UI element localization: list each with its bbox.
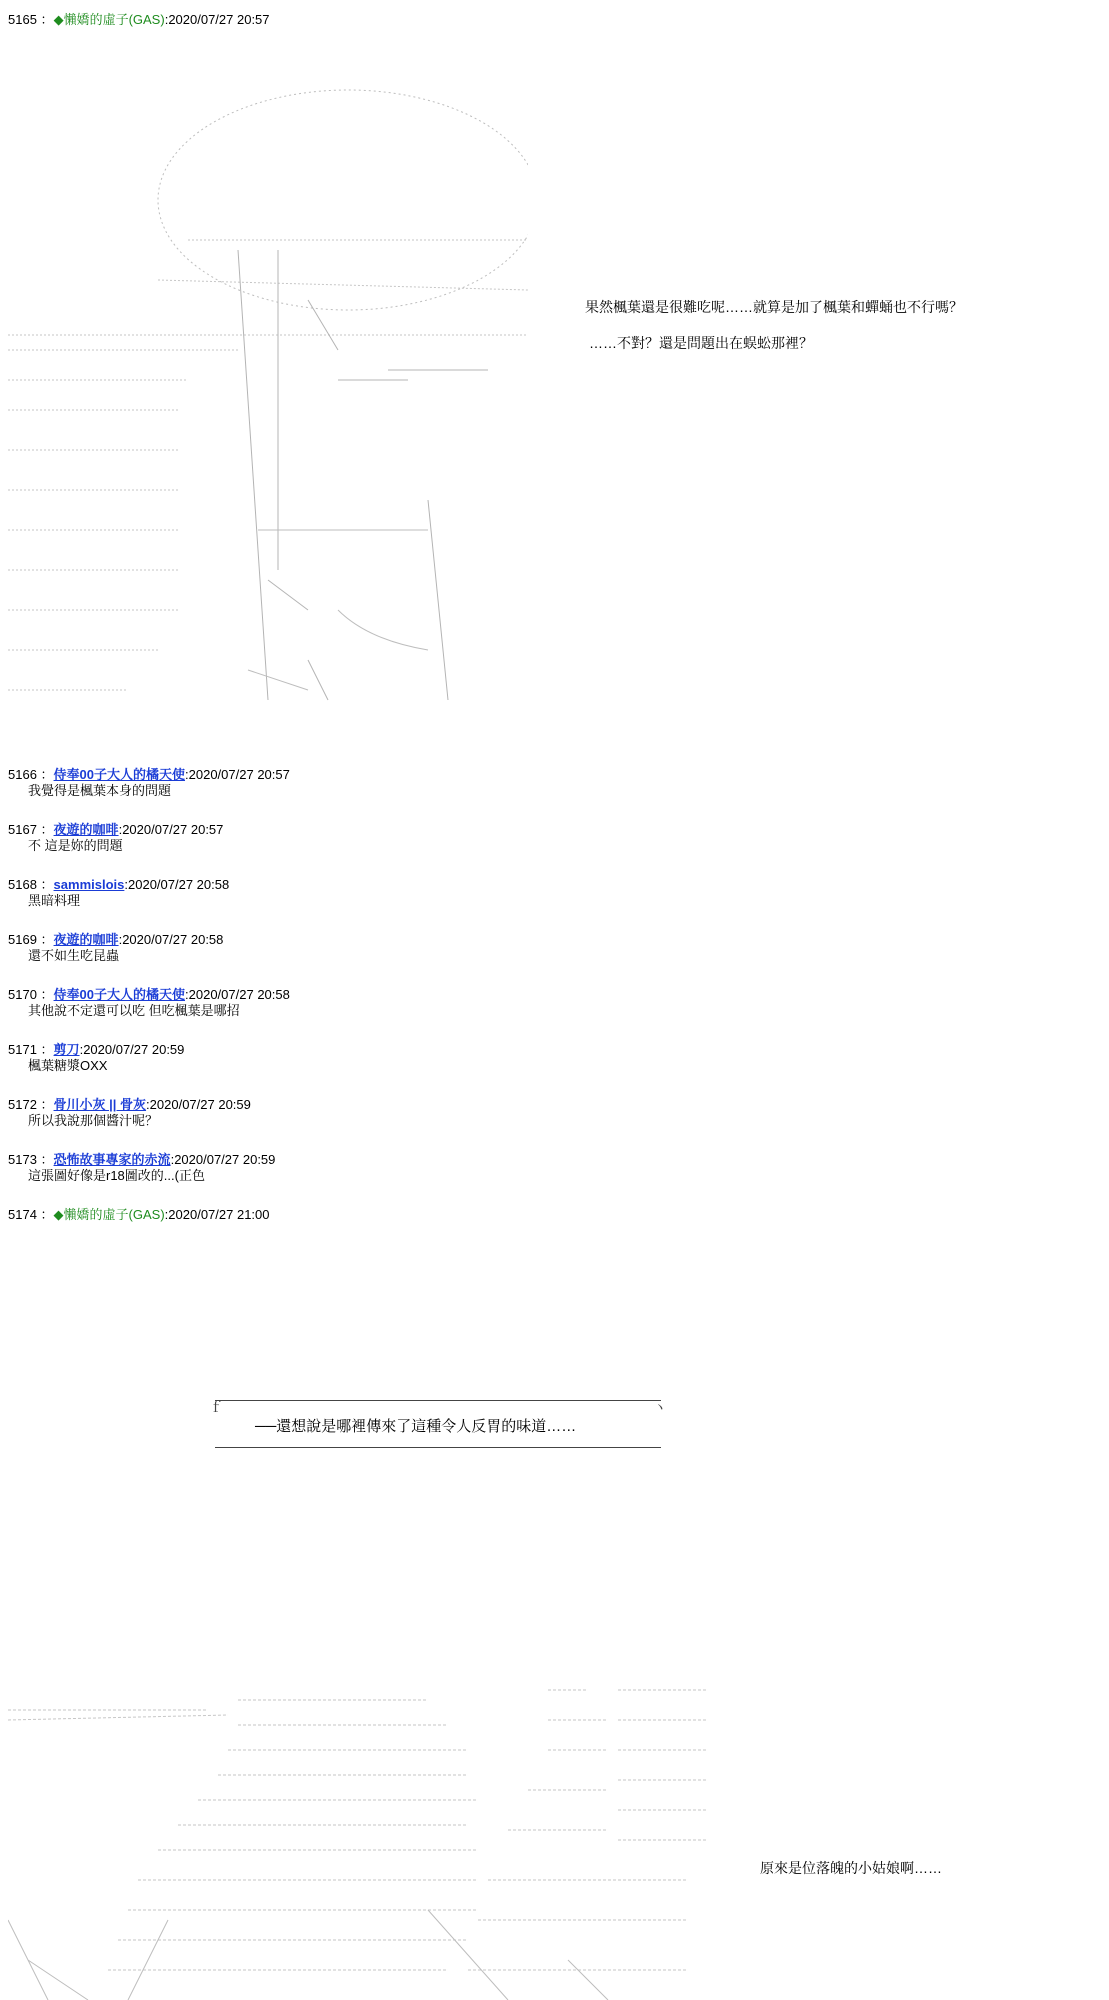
post-author-link[interactable]: 夜遊的咖啡 xyxy=(53,932,119,947)
post-date: 2020/07/27 20:58 xyxy=(188,987,290,1002)
post-date: 2020/07/27 21:00 xyxy=(168,1207,270,1222)
post-5165: 5165 ：◆懶嬌的虛子(GAS):2020/07/27 20:57 xyxy=(8,12,270,27)
trip-icon: ◆ xyxy=(53,12,64,27)
caption-left-mark: ｆ xyxy=(209,1399,223,1415)
post-number: 5173 xyxy=(8,1152,37,1167)
post-body: 不 這是妳的問題 xyxy=(28,838,123,853)
post-date: 2020/07/27 20:58 xyxy=(122,932,224,947)
post-author-link[interactable]: 夜遊的咖啡 xyxy=(53,822,119,837)
post-number: 5168 xyxy=(8,877,37,892)
post-5169: 5169 ：夜遊的咖啡:2020/07/27 20:58 還不如生吃昆蟲 xyxy=(8,932,1088,964)
post-author-link[interactable]: 恐怖故事專家的赤流 xyxy=(53,1152,171,1167)
post-date: 2020/07/27 20:57 xyxy=(188,767,290,782)
dialogue-line-1: 果然楓葉還是很難吃呢……就算是加了楓葉和蟬蛹也不行嗎？ xyxy=(585,299,963,315)
post-number: 5170 xyxy=(8,987,37,1002)
post-author-link[interactable]: 剪刀 xyxy=(53,1042,80,1057)
trip-icon: ◆ xyxy=(53,1207,64,1222)
post-5168: 5168 ：sammislois:2020/07/27 20:58 黑暗料理 xyxy=(8,877,1088,909)
caption-right-mark: ヽ xyxy=(653,1399,667,1415)
post-author-link[interactable]: sammislois xyxy=(53,877,125,892)
dialogue-line-2: ……不對？還是問題出在蜈蚣那裡？ xyxy=(589,335,813,351)
post-number: 5167 xyxy=(8,822,37,837)
post-5170: 5170 ：侍奉00子大人的橘天使:2020/07/27 20:58 其他說不定還可以吃 但吃楓葉是哪招 xyxy=(8,987,1088,1019)
post-5174: 5174 ：◆懶嬌的虛子(GAS):2020/07/27 21:00 xyxy=(8,1207,270,1222)
character-silhouette-1 xyxy=(8,50,528,730)
post-body: 這張圖好像是r18圖改的...(正色 xyxy=(28,1168,205,1183)
post-date: 2020/07/27 20:59 xyxy=(83,1042,185,1057)
post-date: 2020/07/27 20:57 xyxy=(168,12,270,27)
post-author-link[interactable]: 侍奉00子大人的橘天使 xyxy=(53,987,186,1002)
post-number: 5171 xyxy=(8,1042,37,1057)
post-author-link[interactable]: 骨川小灰 || 骨灰 xyxy=(53,1097,147,1112)
post-date: 2020/07/27 20:59 xyxy=(149,1097,251,1112)
post-number: 5174 xyxy=(8,1207,37,1222)
post-number: 5172 xyxy=(8,1097,37,1112)
post-date: 2020/07/27 20:57 xyxy=(122,822,224,837)
post-date: 2020/07/27 20:58 xyxy=(128,877,230,892)
caption-text: ──還想說是哪裡傳來了這種令人反胃的味道…… xyxy=(255,1418,577,1435)
post-5166: 5166 ：侍奉00子大人的橘天使:2020/07/27 20:57 我覺得是楓葉本身的問題 xyxy=(8,767,1088,799)
post-number: 5169 xyxy=(8,932,37,947)
post-body: 其他說不定還可以吃 但吃楓葉是哪招 xyxy=(28,1003,240,1018)
post-5171: 5171 ：剪刀:2020/07/27 20:59 楓葉糖漿OXX xyxy=(8,1042,1088,1074)
post-5172: 5172 ：骨川小灰 || 骨灰:2020/07/27 20:59 所以我說那個醬汁呢？ xyxy=(8,1097,1088,1129)
post-author: 懶嬌的虛子(GAS) xyxy=(63,12,165,27)
post-author-link[interactable]: 侍奉00子大人的橘天使 xyxy=(53,767,186,782)
post-body: 楓葉糖漿OXX xyxy=(28,1058,108,1073)
post-body: 還不如生吃昆蟲 xyxy=(28,948,120,963)
ascii-art-character-2 xyxy=(8,1680,708,2000)
post-body: 我覺得是楓葉本身的問題 xyxy=(28,783,172,798)
post-author: 懶嬌的虛子(GAS) xyxy=(63,1207,165,1222)
dialogue-bottom: 原來是位落魄的小姑娘啊…… xyxy=(760,1860,942,1876)
ascii-art-character-1 xyxy=(8,50,528,730)
post-5173: 5173 ：恐怖故事專家的赤流:2020/07/27 20:59 這張圖好像是r18圖改的...(正色 xyxy=(8,1152,1088,1184)
post-number: 5166 xyxy=(8,767,37,782)
post-number: 5165 xyxy=(8,12,37,27)
post-body: 黑暗料理 xyxy=(28,893,81,908)
post-date: 2020/07/27 20:59 xyxy=(174,1152,276,1167)
character-silhouette-2 xyxy=(8,1680,708,2000)
post-body: 所以我說那個醬汁呢？ xyxy=(28,1113,159,1128)
caption-box xyxy=(209,1399,667,1448)
post-5167: 5167 ：夜遊的咖啡:2020/07/27 20:57 不 這是妳的問題 xyxy=(8,822,1088,854)
